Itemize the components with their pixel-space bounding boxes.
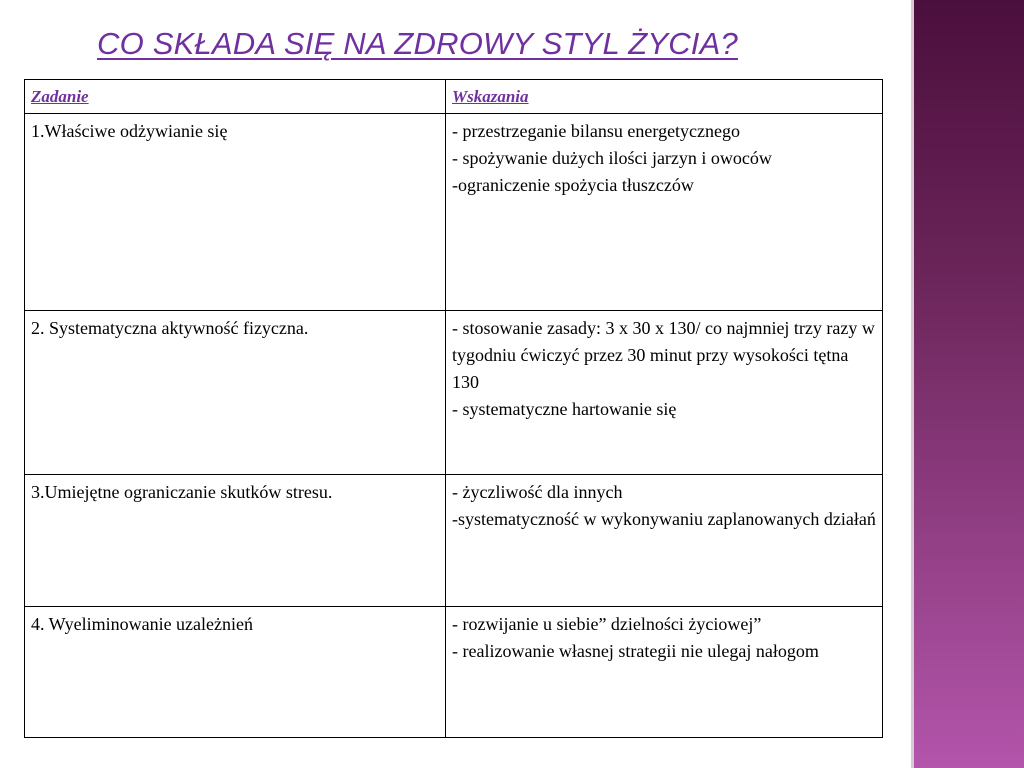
task-cell: 1.Właściwe odżywianie się [25,114,446,311]
side-band-divider [911,0,914,768]
guidelines-cell [446,475,883,607]
guideline-item: - spożywanie dużych ilości jarzyn i owoców [452,148,772,168]
header-guidelines [446,80,883,114]
header-guidelines-label: Wskazania [452,87,529,106]
guidelines-cell [446,311,883,475]
decorative-side-band [911,0,1024,768]
table-row [25,475,883,607]
header-task [25,80,446,114]
guideline-item: -ograniczenie spożycia tłuszczów [452,175,694,195]
task-cell: 3.Umiejętne ograniczanie skutków stresu. [25,475,446,607]
header-task-label: Zadanie [31,87,89,106]
table-row [25,311,883,475]
slide-title: CO SKŁADA SIĘ NA ZDROWY STYL ŻYCIA? [97,26,738,61]
table-row [25,114,883,311]
table-row [25,607,883,738]
guideline-item: - systematyczne hartowanie się [452,399,677,419]
guideline-item: - realizowanie własnej strategii nie ulegaj nałogom [452,641,819,661]
guideline-item: - rozwijanie u siebie” dzielności życiowej” [452,614,762,634]
guideline-item: - przestrzeganie bilansu energetycznego [452,121,741,141]
guidelines-cell [446,114,883,311]
guidelines-cell [446,607,883,738]
task-cell: 2. Systematyczna aktywność fizyczna. [25,311,446,475]
guideline-item: - stosowanie zasady: 3 x 30 x 130/ co najmniej trzy razy w tygodniu ćwiczyć przez 30 minut przy wysokości tętna 130 [452,318,875,392]
table-header-row [25,80,883,114]
guideline-item: - życzliwość dla innych [452,482,623,502]
task-cell: 4. Wyeliminowanie uzależnień [25,607,446,738]
lifestyle-table [24,79,883,738]
guideline-item: -systematyczność w wykonywaniu zaplanowanych działań [452,509,876,529]
